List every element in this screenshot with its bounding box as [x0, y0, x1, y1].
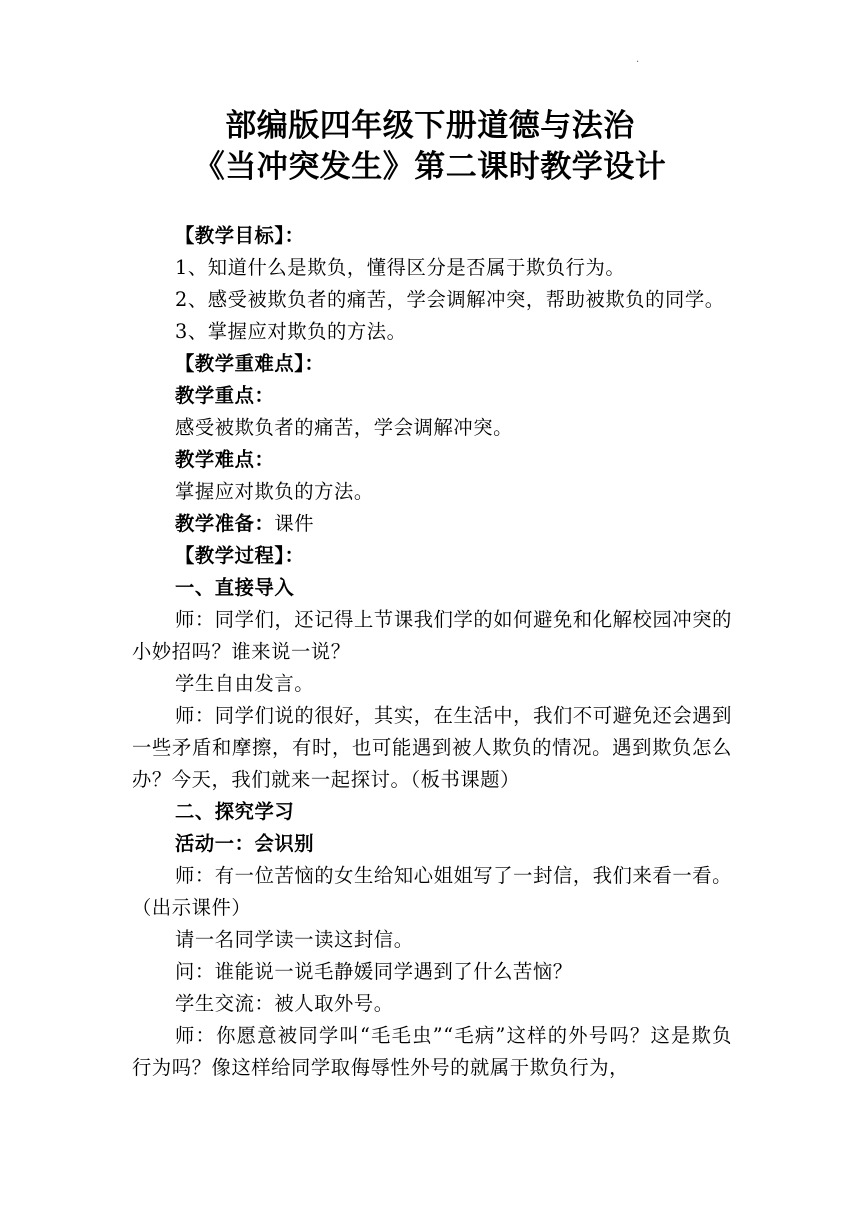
paragraph: 师：同学们，还记得上节课我们学的如何避免和化解校园冲突的小妙招吗？谁来说一说？	[132, 608, 732, 663]
paragraph: 师：有一位苦恼的女生给知心姐姐写了一封信，我们来看一看。（出示课件）	[132, 864, 732, 919]
section-heading: 一、直接导入	[175, 576, 295, 599]
difficulty-text: 掌握应对欺负的方法。	[175, 480, 374, 503]
paragraph: 师：同学们说的很好，其实，在生活中，我们不可避免还会遇到一些矛盾和摩擦，有时，也可能遇到被人欺负的情况。遇到欺负怎么办？今天，我们就来一起探讨。（板书课题）	[132, 704, 732, 791]
paragraph: 学生交流：被人取外号。	[175, 992, 394, 1015]
paragraph: 请一名同学读一读这封信。	[175, 928, 414, 951]
key-point-label: 教学重点：	[175, 384, 275, 407]
activity-heading: 活动一：会识别	[175, 832, 315, 855]
preparation-text: 课件	[274, 512, 315, 535]
preparation-line	[132, 508, 732, 540]
difficulty-label: 教学难点：	[175, 448, 275, 471]
section-heading: 二、探究学习	[175, 800, 295, 823]
corner-mark: ·	[636, 57, 640, 68]
objective-item: 1、知道什么是欺负，懂得区分是否属于欺负行为。	[175, 256, 626, 279]
objective-item: 3、掌握应对欺负的方法。	[175, 320, 407, 343]
key-point-text: 感受被欺负者的痛苦，学会调解冲突。	[175, 416, 513, 439]
document-title-line-1: 部编版四年级下册道德与法治	[225, 108, 635, 144]
document-body	[132, 220, 732, 1084]
paragraph: 问：谁能说一说毛静媛同学遇到了什么苦恼？	[175, 960, 573, 983]
preparation-label: 教学准备：	[175, 512, 275, 535]
key-points-heading: 【教学重难点】：	[175, 352, 325, 375]
objectives-heading: 【教学目标】：	[175, 224, 305, 247]
paragraph: 学生自由发言。	[175, 672, 315, 695]
process-heading: 【教学过程】：	[175, 544, 305, 567]
objective-item: 2、感受被欺负者的痛苦，学会调解冲突，帮助被欺负的同学。	[175, 288, 725, 311]
document-title-line-2: 《当冲突发生》第二课时教学设计	[193, 149, 667, 185]
paragraph: 师：你愿意被同学叫“毛毛虫”“毛病”这样的外号吗？这是欺负行为吗？像这样给同学取侮辱性外号的就属于欺负行为，	[132, 1024, 732, 1079]
